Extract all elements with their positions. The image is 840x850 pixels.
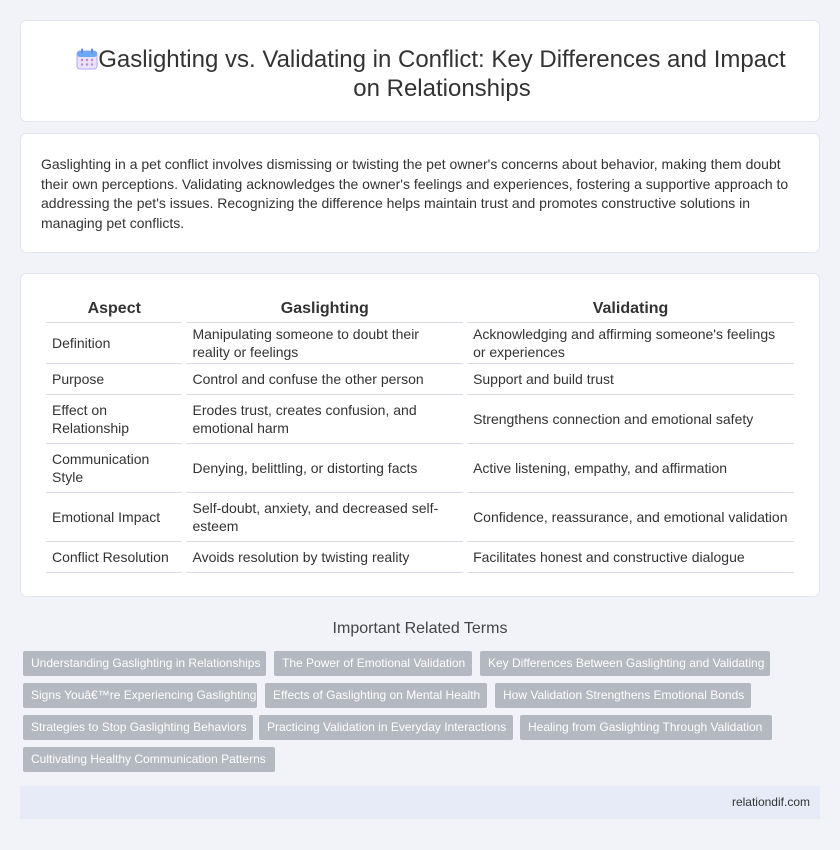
table-cell: Active listening, empathy, and affirmation — [467, 444, 794, 493]
table-cell: Confidence, reassurance, and emotional validation — [467, 493, 794, 542]
table-cell: Emotional Impact — [46, 493, 182, 542]
related-tag[interactable]: Healing from Gaslighting Through Validation — [520, 715, 772, 740]
table-cell: Facilitates honest and constructive dialogue — [467, 542, 794, 573]
table-cell: Control and confuse the other person — [186, 364, 463, 395]
table-cell: Communication Style — [46, 444, 182, 493]
header-aspect: Aspect — [46, 296, 182, 323]
calendar-icon — [75, 47, 99, 71]
table-cell: Strengthens connection and emotional safety — [467, 395, 794, 444]
related-tag[interactable]: How Validation Strengthens Emotional Bonds — [495, 683, 751, 708]
related-tag[interactable]: Understanding Gaslighting in Relationships — [23, 651, 266, 676]
related-tag[interactable]: Effects of Gaslighting on Mental Health — [265, 683, 487, 708]
table-cell: Definition — [46, 323, 182, 364]
related-tag[interactable]: Signs Youâ€™re Experiencing Gaslighting — [23, 683, 257, 708]
header-card — [20, 20, 820, 122]
header-validating: Validating — [467, 296, 794, 323]
table-row — [46, 364, 794, 395]
header-gaslighting: Gaslighting — [186, 296, 463, 323]
table-cell: Purpose — [46, 364, 182, 395]
table-row — [46, 395, 794, 444]
table-cell: Erodes trust, creates confusion, and emotional harm — [186, 395, 463, 444]
table-row — [46, 542, 794, 573]
intro-paragraph: Gaslighting in a pet conflict involves dismissing or twisting the pet owner's concerns about behavior, making them doubt their own perceptions. Validating acknowledges the owner's feelings and experiences, fostering a supportive approach to addressing the pet's issues. Recognizing the difference helps maintain trust and promotes constructive solutions in managing pet conflicts. — [41, 156, 789, 231]
related-tag[interactable]: The Power of Emotional Validation — [274, 651, 472, 676]
page-title: Gaslighting vs. Validating in Conflict: Key Differences and Impact on Relationships — [98, 46, 786, 102]
comparison-table — [42, 296, 798, 573]
footer-site[interactable]: relationdif.com — [731, 795, 810, 809]
table-cell: Support and build trust — [467, 364, 794, 395]
table-cell: Self-doubt, anxiety, and decreased self-esteem — [186, 493, 463, 542]
related-tag[interactable]: Practicing Validation in Everyday Interactions — [259, 715, 513, 740]
table-cell: Denying, belittling, or distorting facts — [186, 444, 463, 493]
related-terms-title: Important Related Terms — [332, 620, 508, 637]
title-wrap — [51, 45, 789, 103]
table-row — [46, 444, 794, 493]
footer — [20, 786, 820, 819]
table-header-row — [46, 296, 794, 323]
table-row — [46, 493, 794, 542]
related-tag[interactable]: Cultivating Healthy Communication Patterns — [23, 747, 275, 772]
table-row — [46, 323, 794, 364]
table-cell: Avoids resolution by twisting reality — [186, 542, 463, 573]
table-cell: Conflict Resolution — [46, 542, 182, 573]
intro-card — [20, 133, 820, 253]
related-tag[interactable]: Strategies to Stop Gaslighting Behaviors — [23, 715, 253, 740]
comparison-card — [20, 273, 820, 597]
table-cell: Effect on Relationship — [46, 395, 182, 444]
table-cell: Manipulating someone to doubt their reality or feelings — [186, 323, 463, 364]
related-tag[interactable]: Key Differences Between Gaslighting and Validating — [480, 651, 770, 676]
table-cell: Acknowledging and affirming someone's feelings or experiences — [467, 323, 794, 364]
